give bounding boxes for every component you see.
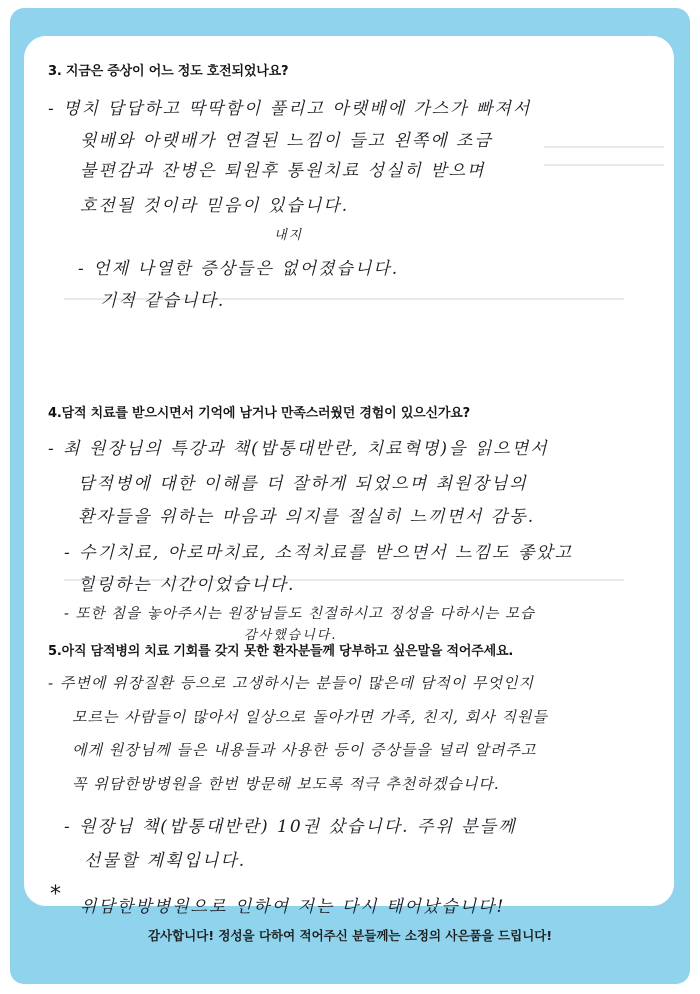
- answer-4-line: 힐링하는 시간이었습니다.: [78, 575, 296, 595]
- answer-3-line: 호전될 것이라 믿음이 있습니다.: [80, 196, 350, 216]
- answer-5-line: 모르는 사람들이 많아서 일상으로 돌아가면 가족, 친지, 회사 직원들: [72, 708, 548, 726]
- answer-5-line: - 주변에 위장질환 등으로 고생하시는 분들이 많은데 담적이 무엇인지: [48, 674, 534, 692]
- answer-3-line: - 언제 나열한 증상들은 없어졌습니다.: [78, 259, 400, 279]
- question-4: 4.담적 치료를 받으시면서 기억에 남거나 만족스러웠던 경험이 있으신가요?: [48, 406, 470, 421]
- bleed-through-line: [544, 146, 664, 148]
- answer-5-line: 꼭 위담한방병원을 한번 방문해 보도록 적극 추천하겠습니다.: [72, 775, 500, 793]
- survey-card: [24, 36, 674, 906]
- footer-thanks: 감사합니다! 정성을 다하여 적어주신 분들께는 소정의 사은품을 드립니다!: [147, 928, 553, 943]
- answer-4-line: - 수기치료, 아로마치료, 소적치료를 받으면서 느낌도 좋았고: [64, 543, 574, 563]
- question-5: 5.아직 담적병의 치료 기회를 갖지 못한 환자분들께 당부하고 싶은말을 적어주세요.: [48, 644, 514, 659]
- answer-5-line: - 원장님 책(밥통대반란) 10권 샀습니다. 주위 분들께: [64, 817, 517, 837]
- answer-3-line: - 명치 답답하고 딱딱함이 풀리고 아랫배에 가스가 빠져서: [48, 99, 532, 119]
- answer-5-line: 에게 원장님께 들은 내용들과 사용한 등이 증상들을 널리 알려주고: [72, 741, 537, 759]
- answer-4-line: 담적병에 대한 이해를 더 잘하게 되었으며 최원장님의: [78, 474, 528, 494]
- answer-4-insert: 감사했습니다.: [244, 628, 338, 643]
- question-3: 3. 지금은 증상이 어느 정도 호전되었나요?: [48, 64, 289, 79]
- answer-5-line: 선물할 계획입니다.: [84, 851, 247, 871]
- answer-5-closing-line: 위담한방병원으로 인하여 저는 다시 태어났습니다!: [80, 897, 506, 917]
- answer-4-line: - 최 원장님의 특강과 책(밥통대반란, 치료혁명)을 읽으면서: [48, 439, 549, 459]
- answer-3-line: 윗배와 아랫배가 연결된 느낌이 들고 왼쪽에 조금: [80, 131, 493, 151]
- answer-4-line: - 또한 침을 놓아주시는 원장님들도 친절하시고 정성을 다하시는 모습: [64, 606, 535, 622]
- asterisk-mark: *: [50, 882, 61, 906]
- answer-3-insert: 내지: [274, 228, 304, 243]
- bleed-through-line: [544, 164, 664, 166]
- answer-3-line: 기적 같습니다.: [100, 291, 226, 311]
- answer-3-line: 불편감과 잔병은 퇴원후 통원치료 성실히 받으며: [80, 161, 486, 181]
- answer-4-line: 환자들을 위하는 마음과 의지를 절실히 느끼면서 감동.: [78, 507, 536, 527]
